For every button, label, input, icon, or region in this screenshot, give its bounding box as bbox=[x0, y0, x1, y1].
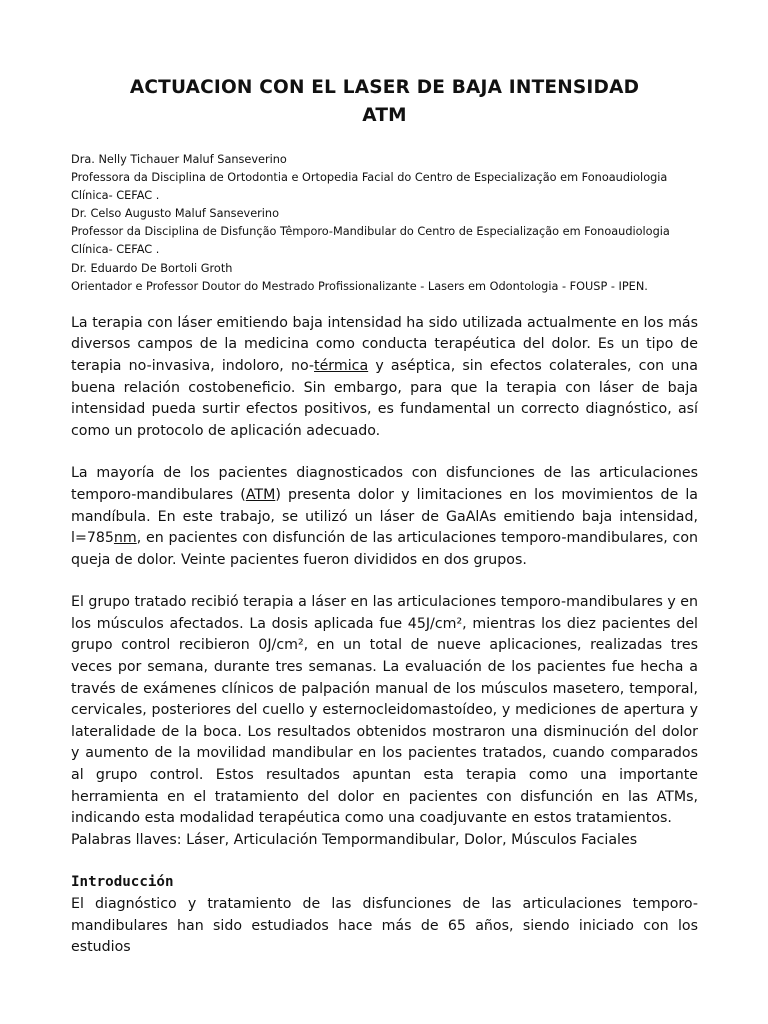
author-name: Dr. Celso Augusto Maluf Sanseverino bbox=[71, 207, 280, 221]
p1-text-b: y aséptica, sin efectos colaterales, con una buena relación costobeneficio. Sin embargo, para que la terapia con láser de baja intensidad pueda surtir efectos positivos, es fundamental un correcto diagnóstico, así como un protocolo de aplicación adecuado. bbox=[71, 357, 698, 439]
author-name: Dra. Nelly Tichauer Maluf Sanseverino bbox=[71, 153, 287, 166]
abstract-paragraph-1 bbox=[71, 313, 698, 443]
author-name: Dr. Eduardo De Bortoli Groth bbox=[71, 261, 233, 275]
section-heading-introduction: Introducción bbox=[71, 874, 174, 891]
author-affiliation: Clínica- CEFAC . bbox=[71, 243, 160, 257]
abstract-paragraph-2 bbox=[71, 463, 698, 571]
keywords-line: Palabras llaves: Láser, Articulación Tempormandibular, Dolor, Músculos Faciales bbox=[71, 831, 638, 848]
abstract-paragraph-3: El grupo tratado recibió terapia a láser en las articulaciones temporo-mandibulares y en los músculos afectados. La dosis aplicada fue 45J/cm², mientras los diez pacientes del grupo control recibieron 0J/cm², en un total de nueve aplicaciones, realizadas tres veces por semana, durante tres semanas. La evaluación de los pacientes fue hecha a través de exámenes clínicos de palpación manual de los músculos masetero, temporal, cervicales, posteriores del cuello y esternocleidomastoídeo, y mediciones de apertura y lateralidade de la boca. Los resultados obtenidos mostraron una disminución del dolor y aumento de la movilidad mandibular en los pacientes tratados, cuando comparados al grupo control. Estos resultados apuntan esta terapia como una importante herramienta en el tratamiento del dolor en pacientes con disfunción en las ATMs, indicando esta modalidad terapéutica como una coadjuvante en estos tratamientos. bbox=[71, 594, 698, 827]
author-affiliation: Orientador e Professor Doutor do Mestrado Profissionalizante - Lasers em Odontologia - FOUSP - IPEN. bbox=[71, 279, 648, 293]
p1-text-a: La terapia con láser emitiendo baja intensidad ha sido utilizada actualmente en los más diversos campos de la medicina como conducta terapéutica del dolor. Es un tipo de terapia no-invasiva, indoloro, no- bbox=[71, 314, 698, 374]
p2-underlined-atm: ATM bbox=[245, 486, 276, 503]
author-affiliation: Professor da Disciplina de Disfunção Têmporo-Mandibular do Centro de Especialização em Fonoaudiologia bbox=[71, 225, 670, 239]
author-affiliation: Clínica- CEFAC . bbox=[71, 189, 160, 203]
p2-text-b: ) presenta dolor y limitaciones en los movimientos de la mandíbula. En este trabajo, se utilizó un láser de GaAlAs emitiendo baja intensidad, l=785 bbox=[71, 486, 699, 547]
introduction-paragraph: El diagnóstico y tratamiento de las disfunciones de las articulaciones temporo-mandibulares han sido estudiados hace más de 65 años, siendo iniciado con los estudios bbox=[71, 896, 698, 956]
author-block bbox=[71, 151, 698, 296]
p2-underlined-nm: nm bbox=[113, 530, 137, 547]
affiliation-text-start: Professora da Disciplina de Ortodontia e Ortopedia Facial do Centro de Especialização em Fonoaudiologia bbox=[71, 171, 668, 185]
p1-underlined-term: térmica bbox=[314, 357, 369, 374]
p2-text-a: La mayoría de los pacientes diagnosticados con disfunciones de las articulaciones temporo-mandibulares ( bbox=[71, 465, 698, 503]
title-line-2: ATM bbox=[362, 105, 407, 126]
author-affiliation bbox=[71, 169, 698, 187]
document-title bbox=[71, 74, 698, 130]
p2-text-c: , en pacientes con disfunción de las articulaciones temporo-mandibulares, con queja de dolor. Veinte pacientes fueron divididos en dos grupos. bbox=[71, 530, 698, 568]
title-line-1: ACTUACION CON EL LASER DE BAJA INTENSIDAD bbox=[129, 77, 640, 98]
